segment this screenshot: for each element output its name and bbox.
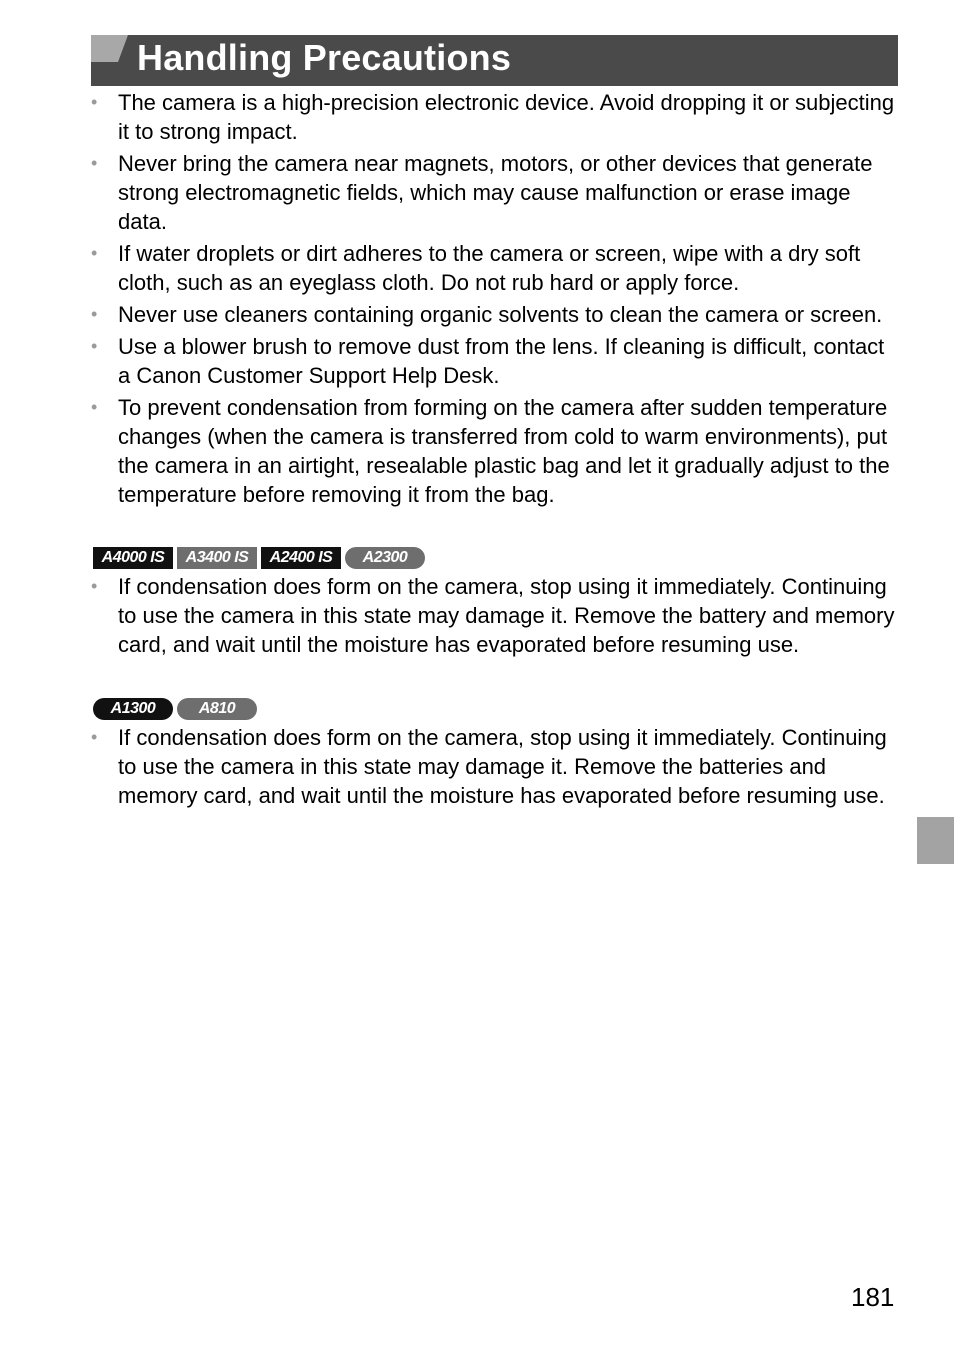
bullet-icon: • (91, 397, 98, 417)
list-item-text: If water droplets or dirt adheres to the camera or screen, wipe with a dry soft cloth, such as an eyeglass cloth. Do not rub hard or apply force. (118, 241, 861, 295)
group-2-precautions-list (91, 723, 901, 813)
model-tags-group-2 (93, 698, 257, 722)
header-corner-square (91, 35, 118, 62)
general-precautions-list (91, 88, 901, 512)
list-item (91, 88, 901, 146)
page-number: 181 (851, 1282, 895, 1312)
list-item-text: If condensation does form on the camera, stop using it immediately. Continuing to use the camera in this state may damage it. Remove the batteries and memory card, and wait until the moisture has evaporated before resuming use. (118, 725, 887, 808)
bullet-icon: • (91, 153, 98, 173)
bullet-icon: • (91, 304, 98, 324)
list-item (91, 300, 901, 329)
list-item (91, 239, 901, 297)
bullet-icon: • (91, 727, 98, 747)
list-item (91, 332, 901, 390)
bullet-icon: • (91, 576, 98, 596)
page-title: Handling Precautions (137, 37, 512, 78)
list-item (91, 572, 901, 659)
list-item-text: Never use cleaners containing organic solvents to clean the camera or screen. (118, 302, 883, 327)
chapter-side-tab (917, 817, 954, 864)
header-corner-notch (118, 35, 128, 62)
model-tag-a4000is: A4000 IS (93, 547, 173, 569)
list-item-text: Never bring the camera near magnets, motors, or other devices that generate strong electromagnetic fields, which may cause malfunction or erase image data. (118, 151, 873, 234)
group-1-precautions-list (91, 572, 901, 662)
list-item-text: Use a blower brush to remove dust from the lens. If cleaning is difficult, contact a Canon Customer Support Help Desk. (118, 334, 885, 388)
model-tag-a2300: A2300 (345, 547, 425, 569)
model-tags-group-1 (93, 547, 425, 571)
bullet-icon: • (91, 243, 98, 263)
list-item-text: The camera is a high-precision electronic device. Avoid dropping it or subjecting it to strong impact. (118, 90, 895, 144)
bullet-icon: • (91, 92, 98, 112)
model-tag-a2400is: A2400 IS (261, 547, 341, 569)
list-item-text: To prevent condensation from forming on the camera after sudden temperature changes (when the camera is transferred from cold to warm environments), put the camera in an airtight, resealable plastic bag and let it gradually adjust to the temperature before removing it from the bag. (118, 395, 890, 507)
model-tag-a1300: A1300 (93, 698, 173, 720)
list-item (91, 149, 901, 236)
model-tag-a810: A810 (177, 698, 257, 720)
list-item-text: If condensation does form on the camera, stop using it immediately. Continuing to use the camera in this state may damage it. Remove the battery and memory card, and wait until the moisture has evaporated before resuming use. (118, 574, 895, 657)
list-item (91, 393, 901, 509)
bullet-icon: • (91, 336, 98, 356)
list-item (91, 723, 901, 810)
model-tag-a3400is: A3400 IS (177, 547, 257, 569)
